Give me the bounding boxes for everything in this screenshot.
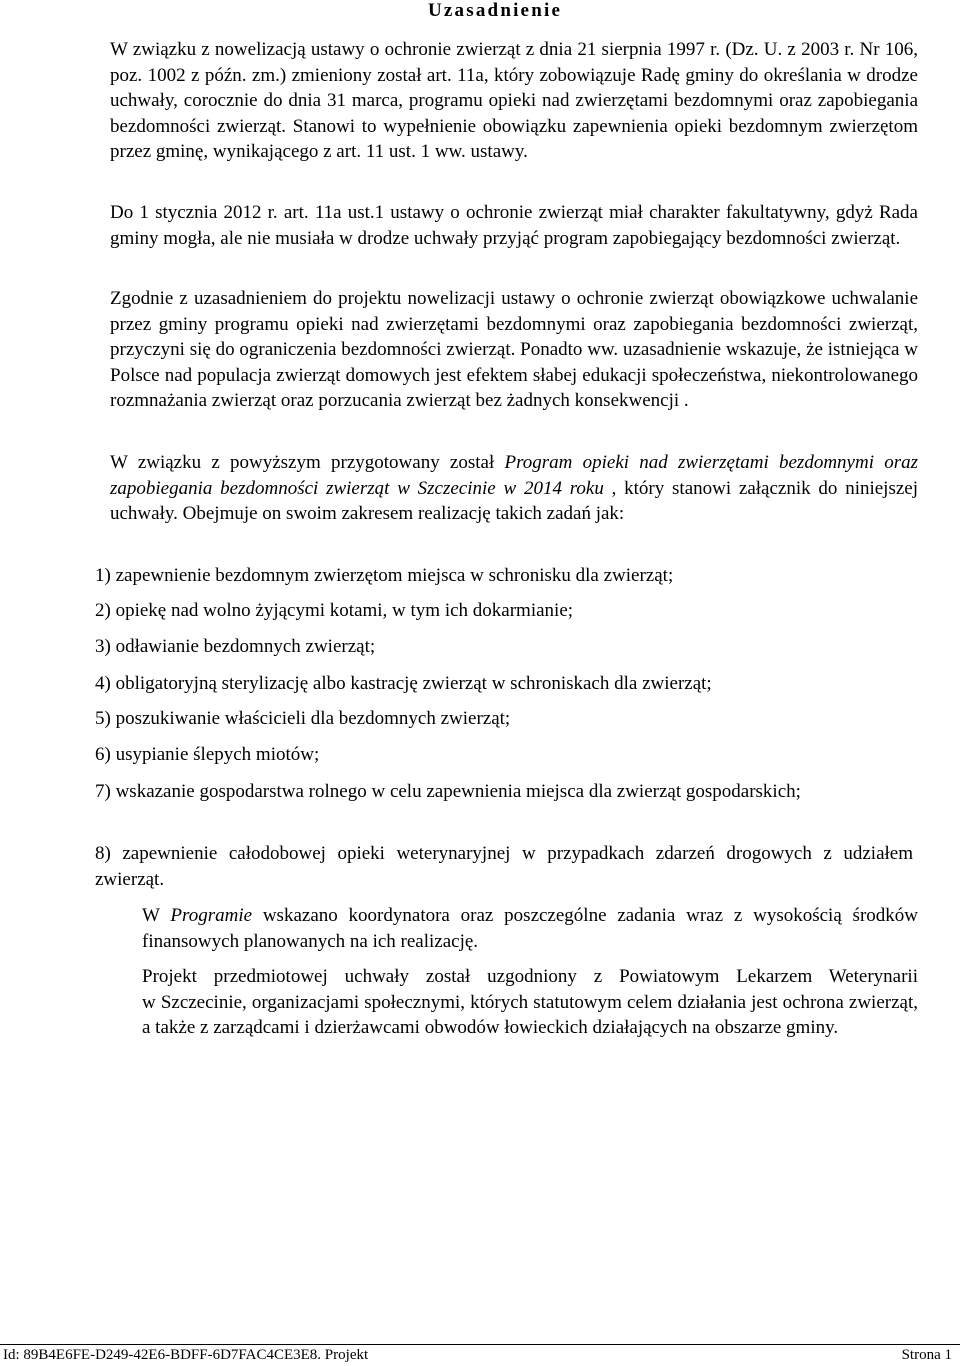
- task-item: 8) zapewnienie całodobowej opieki weterynaryjnej w przypadkach zdarzeń drogowych z udziałem zwierząt.: [95, 843, 913, 890]
- program-word: Programie: [170, 905, 253, 926]
- footer-divider: [0, 1344, 960, 1345]
- coordinator-text-start: W: [142, 905, 171, 926]
- consultation-line-2: w Szczecinie, organizacjami społecznymi, których statutowym celem działania jest ochrona zwierząt, a także z zarządcami i dzierżawcami obwodów łowieckich działających na obszarze gminy.: [142, 991, 918, 1038]
- paragraph-consultation: [142, 964, 918, 1041]
- task-item: 5) poszukiwanie właścicieli dla bezdomnych zwierząt;: [95, 708, 511, 729]
- paragraph-program-intro: [110, 450, 918, 527]
- footer-page-number: Strona 1: [901, 1347, 952, 1363]
- program-intro-tail: , który stanowi załącznik do niniejszej uchwały. Obejmuje on swoim zakresem realizację takich zadań jak:: [110, 477, 918, 524]
- paragraph-justification: Zgodnie z uzasadnieniem do projektu nowelizacji ustawy o ochronie zwierząt obowiązkowe uchwalanie przez gminy programu opieki nad zwierzętami bezdomnymi oraz zapobiegania bezdomności zwierząt, przyczyni się do ograniczenia bezdomności zwierząt. Ponadto ww. uzasadnienie wskazuje, że istniejąca w Polsce nad populacja zwierząt domowych jest efektem słabej edukacji społeczeństwa, niekontrolowanego rozmnażania zwierząt oraz porzucania zwierząt bez żadnych konsekwencji .: [110, 288, 918, 411]
- paragraph-coordinator: [142, 903, 918, 954]
- coordinator-text-end: wskazano koordynatora oraz poszczególne zadania wraz z wysokością środków finansowych planowanych na ich realizację.: [142, 905, 919, 952]
- program-intro-text: W związku z powyższym przygotowany został: [110, 452, 505, 473]
- paragraph-history: Do 1 stycznia 2012 r. art. 11a ust.1 ustawy o ochronie zwierząt miał charakter fakultatywny, gdyż Rada gminy mogła, ale nie musiała w drodze uchwały przyjąć program zapobiegający bezdomności zwierząt.: [110, 202, 918, 249]
- task-item: 4) obligatoryjną sterylizację albo kastrację zwierząt w schroniskach dla zwierząt;: [95, 673, 712, 694]
- consultation-line-1: Projekt przedmiotowej uchwały został uzgodniony z Powiatowym Lekarzem Weterynarii: [142, 966, 918, 987]
- task-item: 6) usypianie ślepych miotów;: [95, 744, 320, 765]
- document-title: Uzasadnienie: [428, 0, 563, 21]
- task-item: 2) opiekę nad wolno żyjącymi kotami, w tym ich dokarmianie;: [95, 600, 574, 621]
- program-title: Program opieki nad zwierzętami bezdomnymi oraz zapobiegania bezdomności zwierząt w Szczecinie w 2014 roku: [110, 452, 918, 499]
- task-item: 1) zapewnienie bezdomnym zwierzętom miejsca w schronisku dla zwierząt;: [95, 565, 674, 586]
- footer-document-id: Id: 89B4E6FE-D249-42E6-BDFF-6D7FAC4CE3E8. Projekt: [3, 1347, 369, 1363]
- task-item: 7) wskazanie gospodarstwa rolnego w celu zapewnienia miejsca dla zwierząt gospodarskich;: [95, 781, 801, 802]
- paragraph-legal-basis: W związku z nowelizacją ustawy o ochronie zwierząt z dnia 21 sierpnia 1997 r. (Dz. U. z 2003 r. Nr 106, poz. 1002 z późn. zm.) zmieniony został art. 11a, który zobowiązuje Radę gminy do określania w drodze uchwały, corocznie do dnia 31 marca, programu opieki nad zwierzętami bezdomnymi oraz zapobiegania bezdomności zwierząt. Stanowi to wypełnienie obowiązku zapewnienia opieki bezdomnym zwierzętom przez gminę, wynikającego z art. 11 ust. 1 ww. ustawy.: [110, 39, 918, 162]
- task-item: 3) odławianie bezdomnych zwierząt;: [95, 636, 376, 657]
